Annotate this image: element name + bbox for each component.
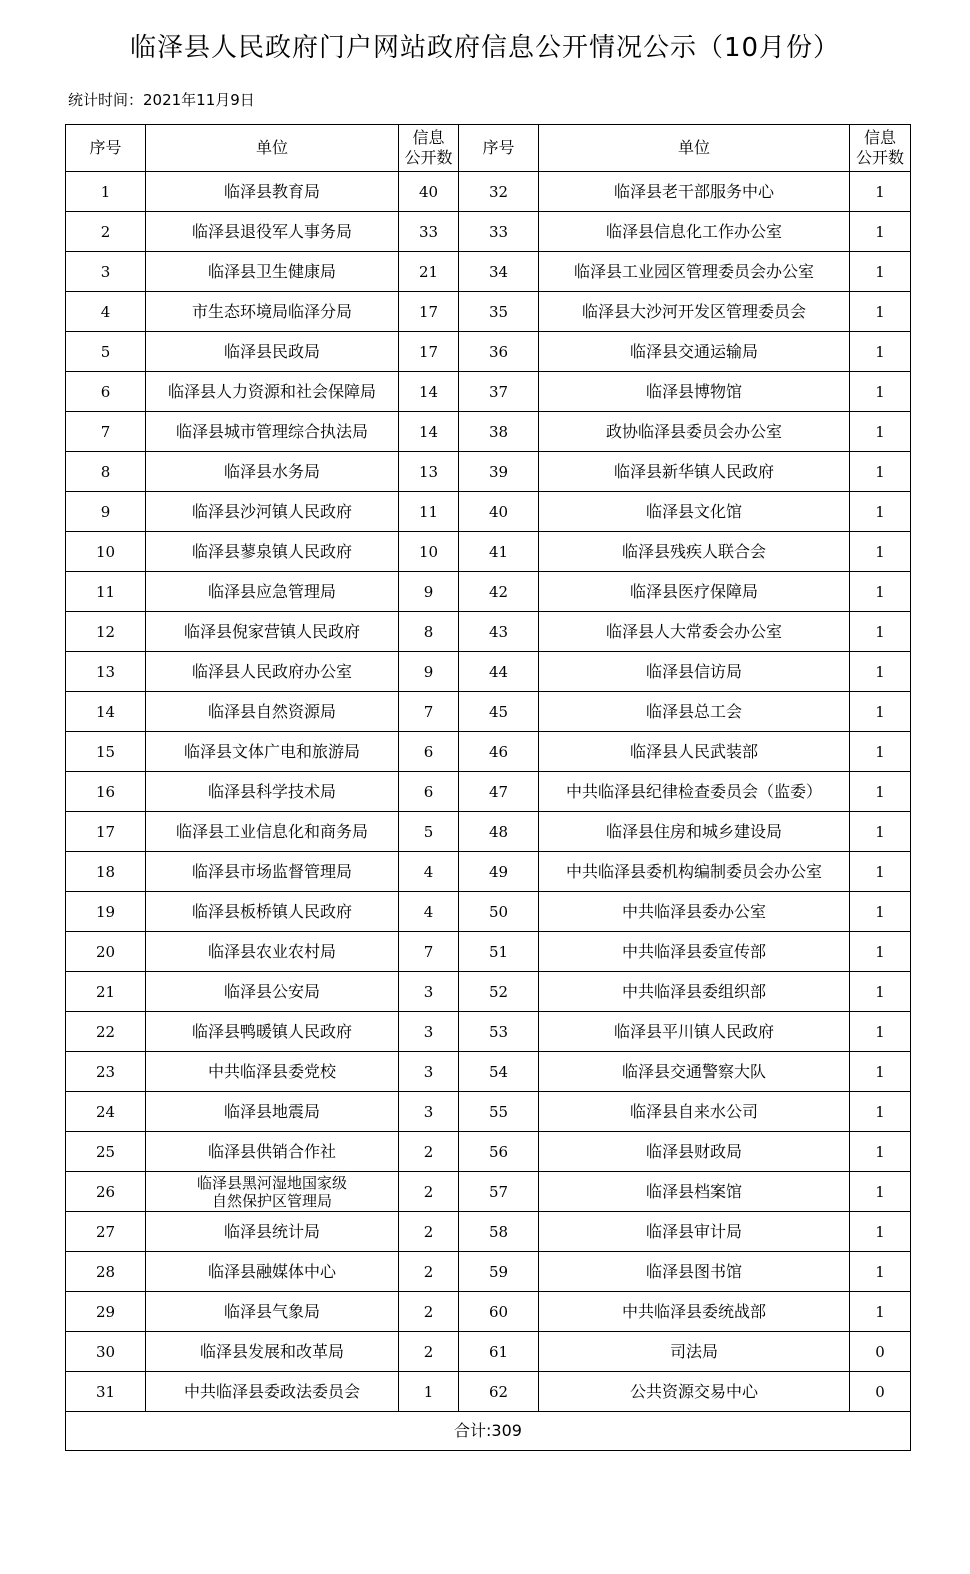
row-count-left: 2 [399,1212,459,1252]
row-seq-right: 43 [459,612,539,652]
row-count-right: 1 [850,292,911,332]
row-unit-right: 临泽县大沙河开发区管理委员会 [539,292,850,332]
row-seq-left: 30 [66,1332,146,1372]
row-seq-right: 57 [459,1172,539,1212]
table-row [66,452,911,492]
row-count-left: 9 [399,572,459,612]
row-count-right: 1 [850,1172,911,1212]
row-unit-right: 临泽县自来水公司 [539,1092,850,1132]
table-row [66,532,911,572]
row-unit-left: 临泽县城市管理综合执法局 [146,412,399,452]
row-count-right: 1 [850,332,911,372]
row-count-right: 1 [850,572,911,612]
row-count-right: 1 [850,692,911,732]
page-title: 临泽县人民政府门户网站政府信息公开情况公示（10月份） [129,33,841,63]
row-count-left: 3 [399,972,459,1012]
row-seq-right: 50 [459,892,539,932]
row-count-left: 6 [399,732,459,772]
table-row [66,372,911,412]
row-seq-left: 11 [66,572,146,612]
row-seq-right: 49 [459,852,539,892]
row-count-left: 2 [399,1252,459,1292]
row-seq-right: 61 [459,1332,539,1372]
row-count-left: 4 [399,852,459,892]
row-count-left: 3 [399,1052,459,1092]
row-unit-left: 临泽县蓼泉镇人民政府 [146,532,399,572]
row-count-left: 40 [399,172,459,212]
row-seq-right: 33 [459,212,539,252]
row-seq-right: 53 [459,1012,539,1052]
row-seq-right: 58 [459,1212,539,1252]
table-row [66,1252,911,1292]
row-count-right: 0 [850,1332,911,1372]
row-unit-left: 临泽县倪家营镇人民政府 [146,612,399,652]
row-seq-right: 56 [459,1132,539,1172]
row-count-left: 2 [399,1172,459,1212]
row-count-right: 1 [850,212,911,252]
row-unit-left: 临泽县黑河湿地国家级 自然保护区管理局 [146,1172,399,1212]
row-count-right: 1 [850,492,911,532]
row-count-right: 1 [850,1052,911,1092]
row-seq-right: 34 [459,252,539,292]
header-unit-left: 单位 [146,125,399,172]
row-seq-right: 36 [459,332,539,372]
row-unit-left: 临泽县气象局 [146,1292,399,1332]
table-row [66,1332,911,1372]
row-unit-right: 临泽县老干部服务中心 [539,172,850,212]
row-seq-left: 14 [66,692,146,732]
table-row [66,1012,911,1052]
row-seq-left: 20 [66,932,146,972]
row-seq-right: 45 [459,692,539,732]
row-count-left: 14 [399,372,459,412]
row-seq-left: 10 [66,532,146,572]
table-body [66,172,911,1412]
row-count-left: 8 [399,612,459,652]
table-row [66,932,911,972]
row-seq-right: 37 [459,372,539,412]
row-seq-left: 29 [66,1292,146,1332]
header-seq-left: 序号 [66,125,146,172]
table-row [66,332,911,372]
row-unit-left: 临泽县退役军人事务局 [146,212,399,252]
table-row [66,852,911,892]
row-unit-right: 中共临泽县委宣传部 [539,932,850,972]
row-seq-left: 28 [66,1252,146,1292]
table-row [66,892,911,932]
row-seq-left: 19 [66,892,146,932]
header-count-left: 信息 公开数 [399,125,459,172]
table-row [66,812,911,852]
row-count-left: 13 [399,452,459,492]
table-row [66,572,911,612]
row-unit-left: 临泽县供销合作社 [146,1132,399,1172]
total-cell: 合计:309 [66,1412,911,1451]
row-seq-left: 8 [66,452,146,492]
row-count-left: 5 [399,812,459,852]
row-count-left: 3 [399,1092,459,1132]
row-unit-right: 临泽县住房和城乡建设局 [539,812,850,852]
row-seq-right: 42 [459,572,539,612]
row-unit-right: 临泽县信息化工作办公室 [539,212,850,252]
row-seq-right: 54 [459,1052,539,1092]
row-unit-right: 中共临泽县委组织部 [539,972,850,1012]
table-row [66,252,911,292]
table-row [66,1212,911,1252]
table-row [66,972,911,1012]
row-unit-left: 临泽县发展和改革局 [146,1332,399,1372]
row-seq-right: 60 [459,1292,539,1332]
row-seq-right: 59 [459,1252,539,1292]
row-seq-left: 27 [66,1212,146,1252]
row-count-right: 1 [850,1092,911,1132]
row-count-right: 1 [850,1012,911,1052]
row-unit-left: 临泽县公安局 [146,972,399,1012]
row-count-right: 1 [850,652,911,692]
statistics-time: 统计时间：2021年11月9日 [68,91,255,109]
row-unit-left: 临泽县教育局 [146,172,399,212]
table-header-row [66,125,911,172]
row-count-right: 1 [850,892,911,932]
row-count-right: 1 [850,972,911,1012]
row-seq-left: 16 [66,772,146,812]
row-unit-right: 临泽县图书馆 [539,1252,850,1292]
row-seq-left: 22 [66,1012,146,1052]
row-count-right: 1 [850,1292,911,1332]
row-seq-right: 32 [459,172,539,212]
table-row [66,412,911,452]
table-row [66,212,911,252]
row-seq-right: 38 [459,412,539,452]
row-seq-left: 2 [66,212,146,252]
row-count-right: 1 [850,772,911,812]
row-unit-right: 临泽县财政局 [539,1132,850,1172]
row-unit-left: 临泽县融媒体中心 [146,1252,399,1292]
row-seq-left: 7 [66,412,146,452]
row-count-left: 7 [399,692,459,732]
row-unit-left: 临泽县自然资源局 [146,692,399,732]
row-unit-right: 政协临泽县委员会办公室 [539,412,850,452]
row-count-left: 6 [399,772,459,812]
row-seq-left: 21 [66,972,146,1012]
row-seq-left: 6 [66,372,146,412]
row-unit-right: 临泽县档案馆 [539,1172,850,1212]
row-unit-right: 临泽县交通警察大队 [539,1052,850,1092]
row-count-right: 1 [850,852,911,892]
row-count-right: 1 [850,732,911,772]
row-seq-left: 15 [66,732,146,772]
row-count-left: 4 [399,892,459,932]
row-unit-left: 临泽县民政局 [146,332,399,372]
row-unit-right: 中共临泽县委办公室 [539,892,850,932]
table-row [66,1172,911,1212]
table-row [66,652,911,692]
row-count-left: 2 [399,1332,459,1372]
row-unit-left: 中共临泽县委党校 [146,1052,399,1092]
row-seq-right: 44 [459,652,539,692]
row-unit-left: 临泽县应急管理局 [146,572,399,612]
row-unit-left: 临泽县文体广电和旅游局 [146,732,399,772]
row-count-left: 21 [399,252,459,292]
row-unit-left: 中共临泽县委政法委员会 [146,1372,399,1412]
row-unit-left: 临泽县水务局 [146,452,399,492]
table-row [66,172,911,212]
row-unit-right: 临泽县人大常委会办公室 [539,612,850,652]
row-count-right: 1 [850,1212,911,1252]
table-row [66,1092,911,1132]
row-seq-left: 5 [66,332,146,372]
row-unit-left: 临泽县人力资源和社会保障局 [146,372,399,412]
row-count-right: 1 [850,1132,911,1172]
row-count-left: 2 [399,1292,459,1332]
row-count-right: 1 [850,532,911,572]
header-unit-right: 单位 [539,125,850,172]
table-row [66,1292,911,1332]
row-unit-right: 临泽县工业园区管理委员会办公室 [539,252,850,292]
row-count-left: 9 [399,652,459,692]
row-seq-right: 52 [459,972,539,1012]
table-row [66,1372,911,1412]
row-unit-left: 临泽县地震局 [146,1092,399,1132]
row-count-right: 1 [850,372,911,412]
row-count-right: 1 [850,932,911,972]
row-unit-right: 临泽县平川镇人民政府 [539,1012,850,1052]
row-unit-right: 临泽县新华镇人民政府 [539,452,850,492]
row-count-right: 1 [850,812,911,852]
row-seq-left: 3 [66,252,146,292]
table-row [66,1052,911,1092]
row-unit-right: 公共资源交易中心 [539,1372,850,1412]
table-row [66,292,911,332]
row-count-left: 2 [399,1132,459,1172]
row-unit-left: 临泽县人民政府办公室 [146,652,399,692]
row-seq-left: 26 [66,1172,146,1212]
row-count-left: 1 [399,1372,459,1412]
row-count-left: 10 [399,532,459,572]
row-seq-right: 41 [459,532,539,572]
row-unit-left: 临泽县农业农村局 [146,932,399,972]
row-unit-left: 临泽县统计局 [146,1212,399,1252]
row-count-right: 1 [850,612,911,652]
row-unit-left: 临泽县鸭暖镇人民政府 [146,1012,399,1052]
table-row [66,732,911,772]
row-seq-right: 39 [459,452,539,492]
row-unit-right: 临泽县信访局 [539,652,850,692]
row-seq-right: 47 [459,772,539,812]
row-unit-right: 中共临泽县委统战部 [539,1292,850,1332]
row-seq-right: 48 [459,812,539,852]
row-unit-left: 临泽县科学技术局 [146,772,399,812]
row-seq-left: 23 [66,1052,146,1092]
row-count-left: 11 [399,492,459,532]
row-count-left: 7 [399,932,459,972]
row-seq-left: 4 [66,292,146,332]
row-unit-left: 市生态环境局临泽分局 [146,292,399,332]
table-row [66,692,911,732]
row-count-right: 1 [850,412,911,452]
row-unit-left: 临泽县工业信息化和商务局 [146,812,399,852]
table-row [66,492,911,532]
row-seq-right: 46 [459,732,539,772]
row-seq-left: 17 [66,812,146,852]
table-row [66,612,911,652]
row-count-right: 0 [850,1372,911,1412]
row-count-right: 1 [850,452,911,492]
row-seq-right: 40 [459,492,539,532]
row-count-left: 17 [399,332,459,372]
row-unit-left: 临泽县沙河镇人民政府 [146,492,399,532]
row-seq-left: 31 [66,1372,146,1412]
table-row [66,1132,911,1172]
header-count-right: 信息 公开数 [850,125,911,172]
row-unit-right: 中共临泽县委机构编制委员会办公室 [539,852,850,892]
row-seq-right: 35 [459,292,539,332]
row-count-left: 33 [399,212,459,252]
row-seq-left: 18 [66,852,146,892]
table-row [66,772,911,812]
row-unit-right: 临泽县总工会 [539,692,850,732]
row-unit-right: 临泽县医疗保障局 [539,572,850,612]
row-count-right: 1 [850,1252,911,1292]
row-seq-left: 1 [66,172,146,212]
row-count-left: 17 [399,292,459,332]
row-seq-right: 51 [459,932,539,972]
row-unit-right: 司法局 [539,1332,850,1372]
disclosure-table [65,124,911,1451]
row-unit-left: 临泽县市场监督管理局 [146,852,399,892]
row-count-right: 1 [850,172,911,212]
row-count-right: 1 [850,252,911,292]
row-unit-right: 中共临泽县纪律检查委员会（监委） [539,772,850,812]
row-unit-right: 临泽县审计局 [539,1212,850,1252]
row-unit-right: 临泽县残疾人联合会 [539,532,850,572]
row-count-left: 3 [399,1012,459,1052]
row-unit-left: 临泽县卫生健康局 [146,252,399,292]
row-seq-left: 25 [66,1132,146,1172]
header-seq-right: 序号 [459,125,539,172]
row-unit-right: 临泽县人民武装部 [539,732,850,772]
row-unit-right: 临泽县文化馆 [539,492,850,532]
row-seq-right: 62 [459,1372,539,1412]
row-count-left: 14 [399,412,459,452]
row-seq-right: 55 [459,1092,539,1132]
row-seq-left: 12 [66,612,146,652]
row-seq-left: 13 [66,652,146,692]
row-seq-left: 24 [66,1092,146,1132]
total-row [66,1412,911,1451]
row-seq-left: 9 [66,492,146,532]
row-unit-right: 临泽县博物馆 [539,372,850,412]
row-unit-right: 临泽县交通运输局 [539,332,850,372]
row-unit-left: 临泽县板桥镇人民政府 [146,892,399,932]
